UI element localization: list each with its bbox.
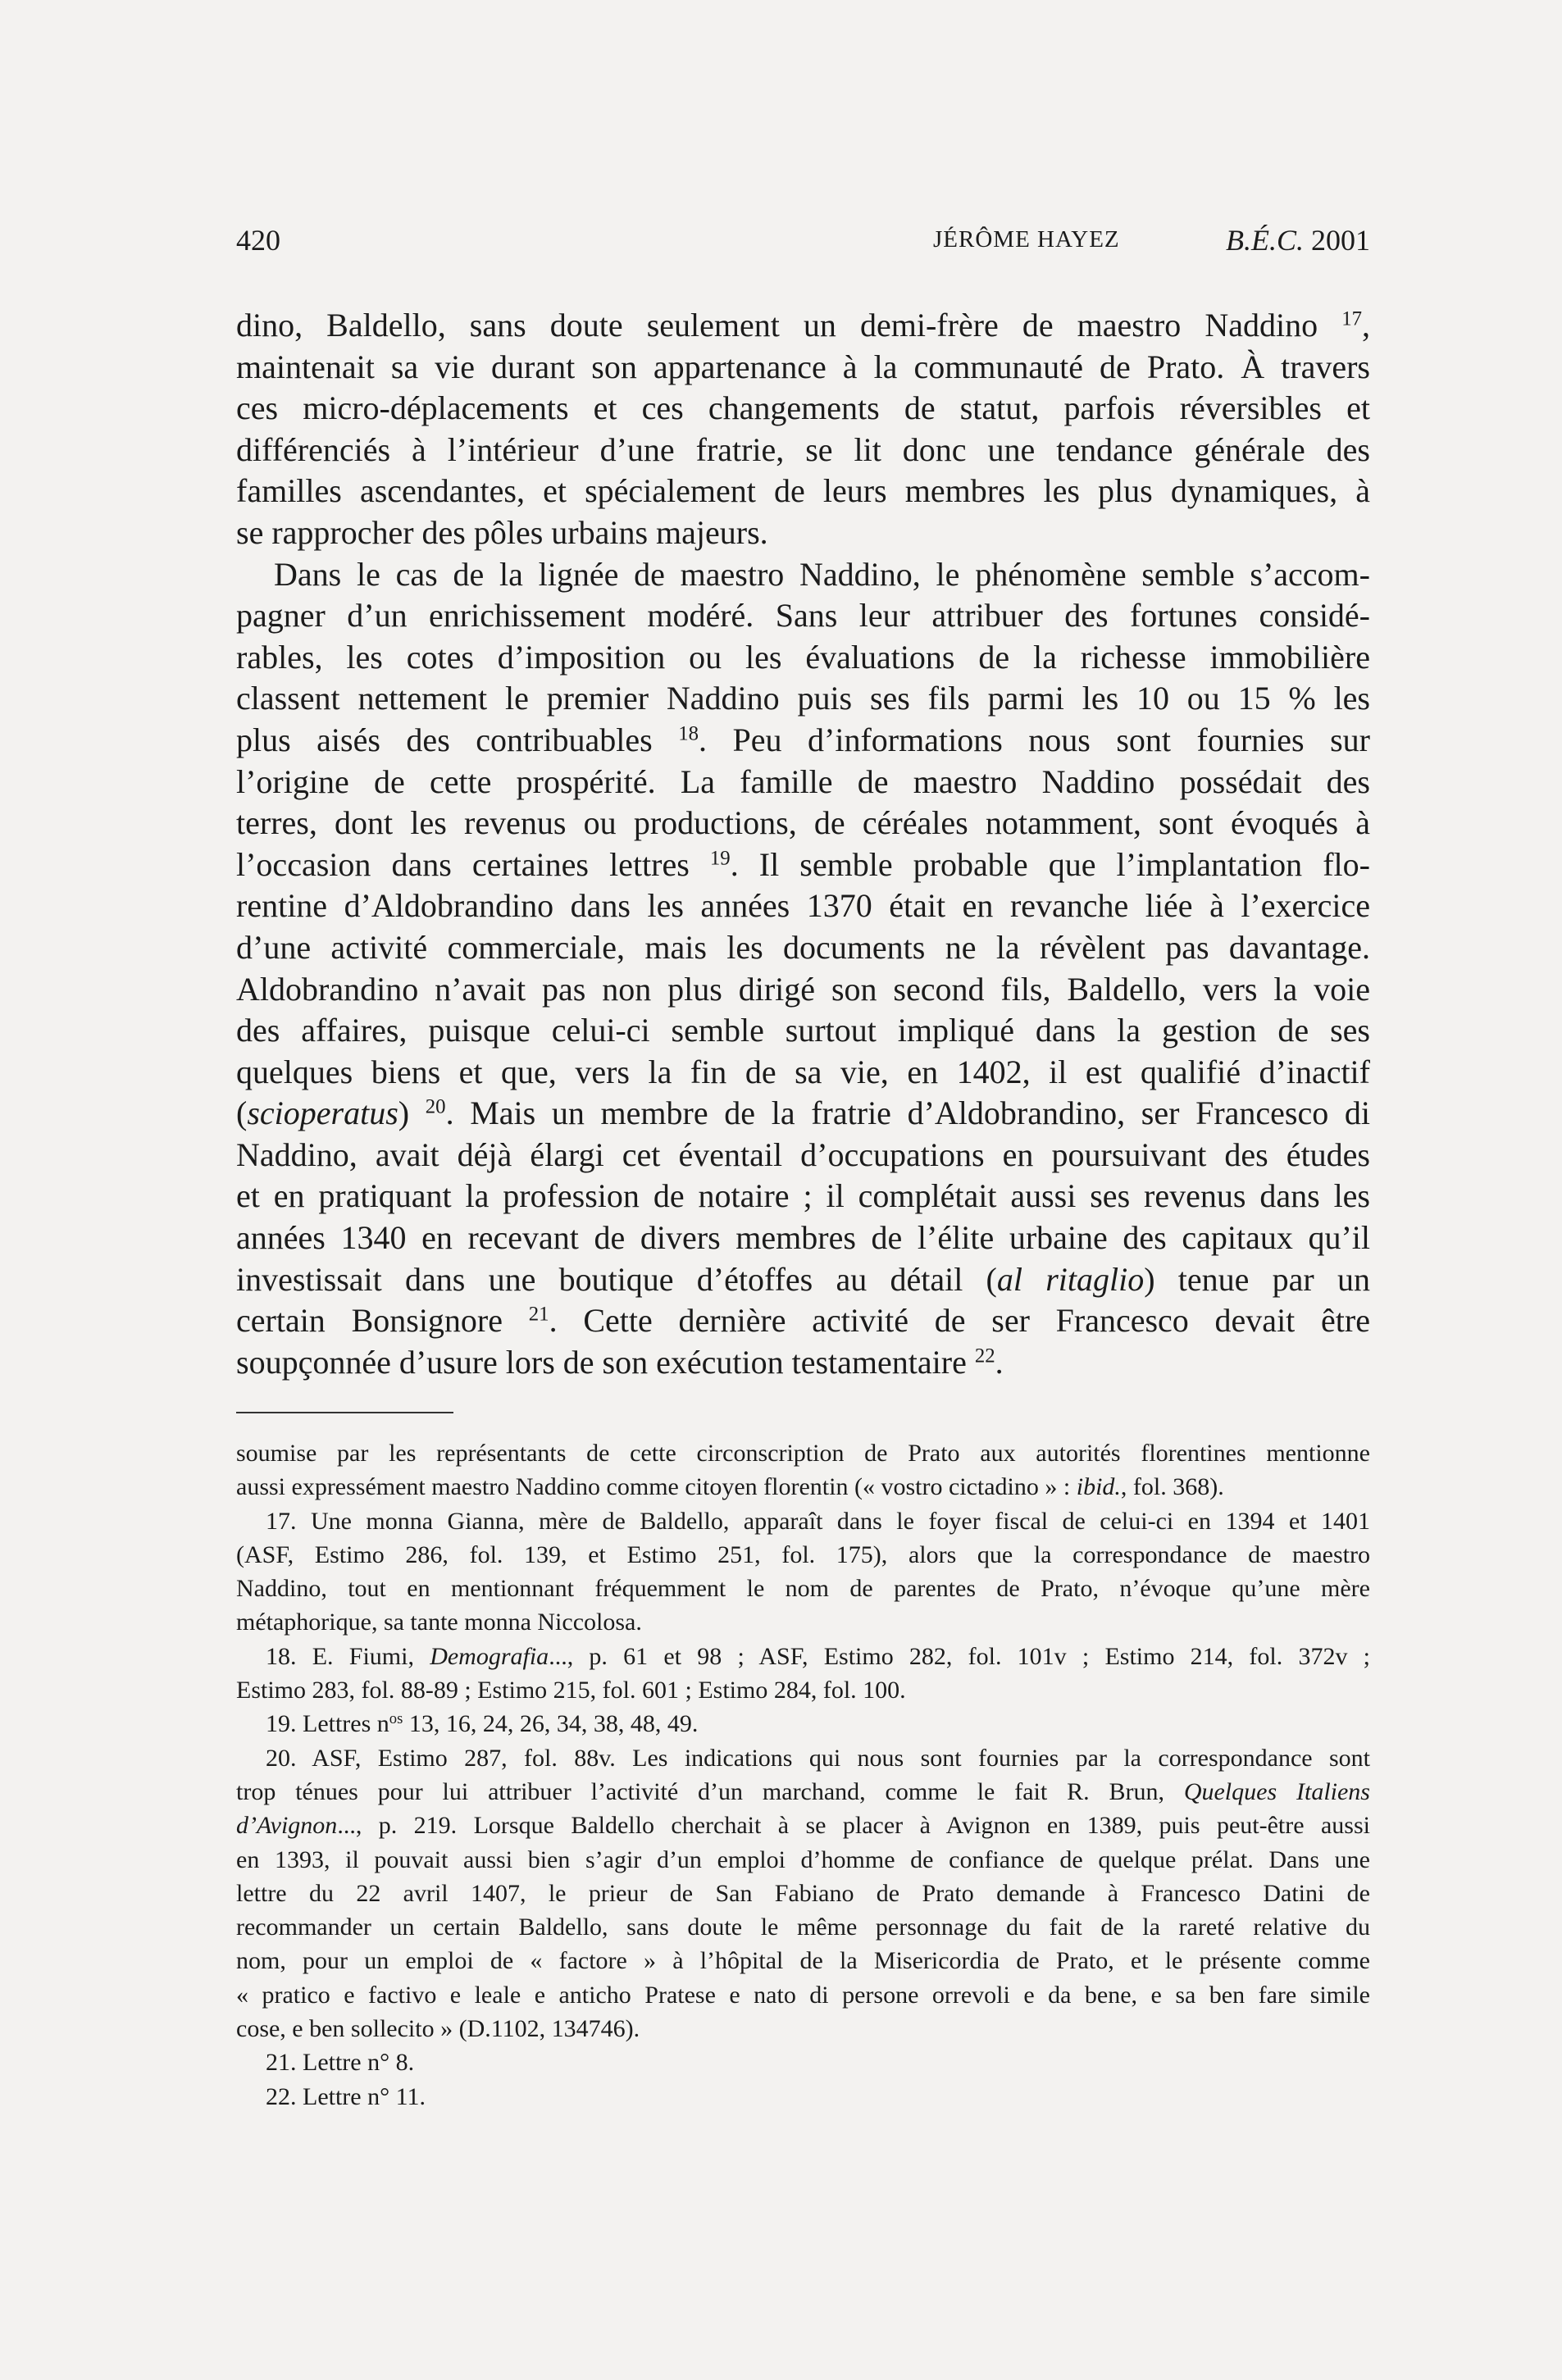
text-line <box>236 1640 1370 1673</box>
italic-text: Demografia <box>430 1642 549 1670</box>
text-line <box>236 305 1370 347</box>
text-line <box>236 1944 1370 1977</box>
text-line <box>236 388 1370 430</box>
text-run: . <box>995 1343 1004 1381</box>
text-line <box>236 1673 1370 1707</box>
text-run: investissait dans une boutique d’étoffes au détail ( <box>236 1260 997 1298</box>
text-line <box>236 1538 1370 1572</box>
text-line <box>236 1572 1370 1605</box>
text-line <box>236 720 1370 762</box>
paragraph <box>236 1741 1370 2046</box>
text-line <box>236 1877 1370 1910</box>
text-run: Dans le cas de la lignée de maestro Naddino, le phénomène semble s’accom- <box>274 555 1370 593</box>
text-run: ) <box>398 1094 426 1132</box>
text-run: années 1340 en recevant de divers membres de l’élite urbaine des capitaux qu’il <box>236 1219 1370 1257</box>
text-line <box>236 347 1370 389</box>
footnote-ref: 18 <box>678 722 699 745</box>
text-line <box>236 1436 1370 1470</box>
text-line <box>236 430 1370 471</box>
text-run: d’une activité commerciale, mais les documents ne la révèlent pas davantage. <box>236 928 1370 966</box>
paragraph <box>236 2080 1370 2114</box>
text-run: 22. Lettre n° 11. <box>266 2082 426 2110</box>
text-run: l’origine de cette prospérité. La famille de maestro Naddino possédait des <box>236 762 1370 800</box>
text-line <box>236 1010 1370 1052</box>
text-run: des affaires, puisque celui-ci semble surtout impliqué dans la gestion de ses <box>236 1012 1370 1049</box>
text-run: classent nettement le premier Naddino puis ses fils parmi les 10 ou 15 % les <box>236 680 1370 717</box>
text-line <box>236 1217 1370 1259</box>
text-run: différenciés à l’intérieur d’une fratrie, se lit donc une tendance générale des <box>236 430 1370 468</box>
text-line <box>236 554 1370 596</box>
text-run: quelques biens et que, vers la fin de sa vie, en 1402, il est qualifié d’inactif <box>236 1053 1370 1090</box>
text-run: . Il semble probable que l’implantation flo- <box>730 845 1370 883</box>
text-line <box>236 1093 1370 1135</box>
text-run: certain Bonsignore <box>236 1302 529 1340</box>
text-run: Aldobrandino n’avait pas non plus dirigé son second fils, Baldello, vers la voie <box>236 970 1370 1008</box>
text-run: et en pratiquant la profession de notaire ; il complétait aussi ses revenus dans les <box>236 1177 1370 1215</box>
text-run: 17. Une monna Gianna, mère de Baldello, apparaît dans le foyer fiscal de celui-ci en 1394 et 1401 <box>266 1507 1370 1535</box>
text-run: 13, 16, 24, 26, 34, 38, 48, 49. <box>403 1710 699 1738</box>
footnote-ref: os <box>389 1710 403 1728</box>
paragraph <box>236 305 1370 554</box>
text-run: 21. Lettre n° 8. <box>266 2049 415 2077</box>
paragraph <box>236 554 1370 1384</box>
text-line <box>236 1775 1370 1809</box>
footnote-ref: 17 <box>1341 307 1362 330</box>
text-line <box>236 1470 1370 1504</box>
text-line <box>236 762 1370 803</box>
text-run: pagner d’un enrichissement modéré. Sans leur attribuer des fortunes considé- <box>236 597 1370 635</box>
text-run: lettre du 22 avril 1407, le prieur de San Fabiano de Prato demande à Francesco Datini de <box>236 1879 1370 1907</box>
text-run: métaphorique, sa tante monna Niccolosa. <box>236 1609 642 1636</box>
text-run: familles ascendantes, et spécialement de leurs membres les plus dynamiques, à <box>236 472 1370 510</box>
italic-text: ibid. <box>1076 1473 1121 1501</box>
text-run: Naddino, avait déjà élargi cet éventail d’occupations en poursuivant des études <box>236 1135 1370 1173</box>
text-run: 19. Lettres n <box>266 1710 389 1738</box>
text-run: , <box>1362 307 1370 344</box>
text-line <box>236 1741 1370 1775</box>
text-line <box>236 1978 1370 2012</box>
footnote-ref: 19 <box>709 847 731 870</box>
text-run: rables, les cotes d’imposition ou les évaluations de la richesse immobilière <box>236 638 1370 676</box>
text-run: , fol. 368). <box>1120 1473 1224 1501</box>
text-line <box>236 803 1370 844</box>
text-line <box>236 1605 1370 1639</box>
text-run: ces micro-déplacements et ces changements de statut, parfois réversibles et <box>236 389 1370 427</box>
text-line <box>236 1707 1370 1741</box>
journal-year: 2001 <box>1311 224 1370 257</box>
running-head-journal <box>1226 223 1370 257</box>
text-run: ) tenue par un <box>1144 1260 1370 1298</box>
text-line <box>236 1504 1370 1538</box>
text-line <box>236 1300 1370 1342</box>
text-run: . Cette dernière activité de ser Francesco devait être <box>549 1302 1370 1340</box>
text-run: ..., p. 219. Lorsque Baldello cherchait à se placer à Avignon en 1389, puis peut-être aussi <box>337 1812 1370 1840</box>
text-run: terres, dont les revenus ou productions, de céréales notamment, sont évoqués à <box>236 804 1370 842</box>
journal-abbrev: B.É.C. <box>1226 224 1304 257</box>
text-run: soupçonnée d’usure lors de son exécution testamentaire <box>236 1343 975 1381</box>
footnotes <box>236 1436 1370 2114</box>
paragraph <box>236 1707 1370 1741</box>
text-run: nom, pour un emploi de « factore » à l’hôpital de la Misericordia de Prato, et le présente comme <box>236 1947 1370 1975</box>
text-run: maintenait sa vie durant son appartenance à la communauté de Prato. À travers <box>236 348 1370 385</box>
text-line <box>236 678 1370 720</box>
paragraph <box>236 1436 1370 1504</box>
footnote-ref: 20 <box>425 1095 446 1118</box>
text-line <box>236 844 1370 886</box>
paragraph <box>236 1504 1370 1640</box>
text-line <box>236 637 1370 679</box>
text-run: 20. ASF, Estimo 287, fol. 88v. Les indications qui nous sont fournies par la correspondance sont <box>266 1744 1370 1772</box>
text-run: . Peu d’informations nous sont fournies sur <box>699 721 1370 758</box>
text-line <box>236 927 1370 969</box>
footnote-separator <box>236 1412 453 1413</box>
text-line <box>236 2080 1370 2114</box>
text-run: . Mais un membre de la fratrie d’Aldobrandino, ser Francesco di <box>445 1094 1371 1132</box>
text-run: rentine d’Aldobrandino dans les années 1370 était en revanche liée à l’exercice <box>236 887 1370 925</box>
text-line <box>236 1809 1370 1842</box>
text-run: dino, Baldello, sans doute seulement un demi-frère de maestro Naddino <box>236 307 1342 344</box>
footnote-ref: 21 <box>528 1303 549 1326</box>
text-line <box>236 969 1370 1011</box>
text-run: se rapprocher des pôles urbains majeurs. <box>236 513 768 551</box>
main-text <box>236 305 1370 1383</box>
text-run: en 1393, il pouvait aussi bien s’agir d’un emploi d’homme de confiance de quelque prélat. Dans une <box>236 1845 1370 1873</box>
page-number: 420 <box>236 224 280 257</box>
italic-text: scioperatus <box>247 1094 398 1132</box>
text-line <box>236 885 1370 927</box>
paragraph <box>236 1640 1370 1708</box>
italic-text: d’Avignon <box>236 1812 338 1840</box>
text-run: ..., p. 61 et 98 ; ASF, Estimo 282, fol. 101v ; Estimo 214, fol. 372v ; <box>549 1642 1371 1670</box>
text-run: cose, e ben sollecito » (D.1102, 134746). <box>236 2015 640 2043</box>
text-run: l’occasion dans certaines lettres <box>236 845 710 883</box>
text-line <box>236 2012 1370 2046</box>
text-run: Estimo 283, fol. 88-89 ; Estimo 215, fol. 601 ; Estimo 284, fol. 100. <box>236 1677 906 1704</box>
text-run: recommander un certain Baldello, sans doute le même personnage du fait de la rareté relative du <box>236 1914 1370 1941</box>
paragraph <box>236 2046 1370 2079</box>
text-line <box>236 471 1370 512</box>
italic-text: al ritaglio <box>996 1260 1145 1298</box>
text-run: « pratico e factivo e leale e anticho Pratese e nato di persone orrevoli e da bene, e sa ben fare simile <box>236 1981 1370 2009</box>
text-line <box>236 1910 1370 1944</box>
text-run: (ASF, Estimo 286, fol. 139, et Estimo 251, fol. 175), alors que la correspondance de maestro <box>236 1540 1370 1568</box>
text-run: 18. E. Fiumi, <box>266 1642 430 1670</box>
running-header <box>236 223 1370 264</box>
text-line <box>236 1342 1370 1384</box>
text-line <box>236 1176 1370 1217</box>
text-line <box>236 1135 1370 1176</box>
text-line <box>236 595 1370 637</box>
text-line <box>236 1052 1370 1094</box>
text-line <box>236 512 1370 554</box>
running-head-author: JÉRÔME HAYEZ <box>933 226 1120 253</box>
text-run: aussi expressément maestro Naddino comme citoyen florentin (« vostro cictadino » : <box>236 1473 1077 1501</box>
text-run: Naddino, tout en mentionnant fréquemment le nom de parentes de Prato, n’évoque qu’une mère <box>236 1575 1370 1603</box>
text-line <box>236 2046 1370 2079</box>
text-line <box>236 1843 1370 1877</box>
footnote-ref: 22 <box>974 1345 995 1367</box>
text-run: plus aisés des contribuables <box>236 721 679 758</box>
italic-text: Quelques Italiens <box>1183 1777 1370 1805</box>
text-line <box>236 1259 1370 1301</box>
text-run: trop ténues pour lui attribuer l’activité d’un marchand, comme le fait R. Brun, <box>236 1777 1184 1805</box>
text-run: ( <box>236 1094 248 1132</box>
text-run: soumise par les représentants de cette circonscription de Prato aux autorités florentines mentionne <box>236 1440 1370 1467</box>
